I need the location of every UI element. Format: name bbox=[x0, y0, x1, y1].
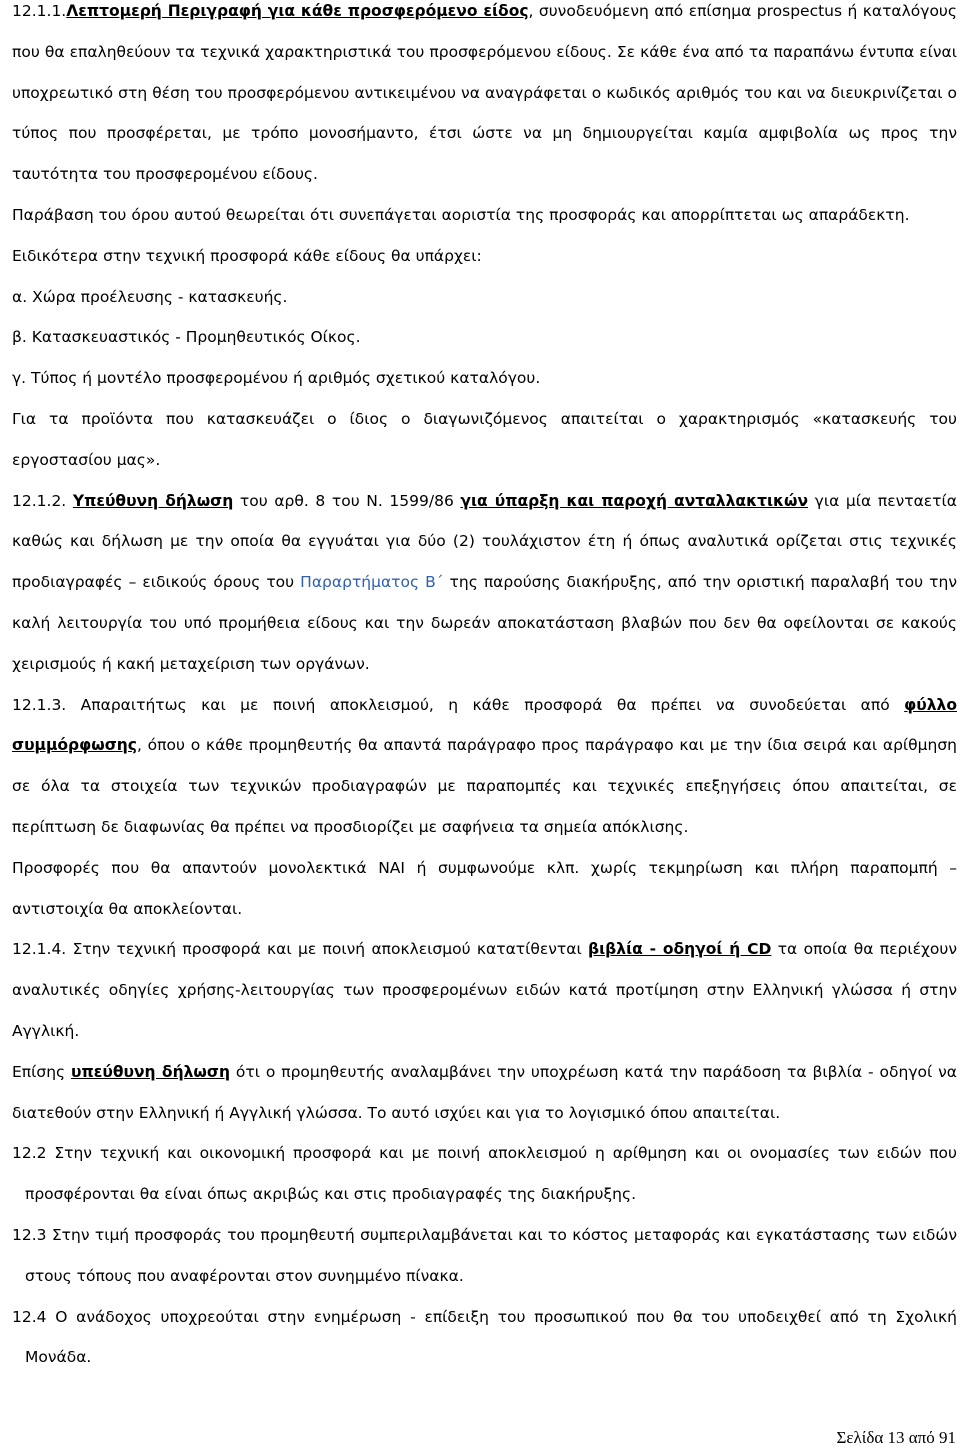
annex-b-link[interactable]: Παραρτήματος Β΄ bbox=[300, 573, 444, 592]
paragraph-text: , συνοδευόμενη από επίσημα prospectus ή καταλόγους που θα επαληθεύουν τα τεχνικά χαρακτηριστικά του προσφερόμενου είδους. Σε κάθε ένα από τα παραπάνω έντυπα είναι υποχρεωτικό στη θέση του προσφερόμενου αντικειμένου να αναγράφεται ο κωδικός αριθμός του και να διευκρινίζεται ο τύπος που προσφέρεται, με τρόπο μονοσήμαντο, έτσι ώστε να μη δημιουργείται καμία αμφιβολία ως προς την ταυτότητα του προσφερομένου είδους. bbox=[12, 2, 957, 184]
para-specifically bbox=[12, 236, 957, 277]
list-item-c bbox=[12, 358, 957, 399]
emphasis-text: Λεπτομερή Περιγραφή για κάθε προσφερόμενο είδος bbox=[66, 2, 529, 20]
emphasis-text: υπεύθυνη δήλωση bbox=[71, 1062, 230, 1081]
para-12-1-4 bbox=[12, 929, 957, 1051]
emphasis-text: Υπεύθυνη δήλωση bbox=[72, 491, 234, 510]
paragraph-text: 12.1.2. bbox=[12, 491, 73, 510]
paragraph-text: β. Κατασκευαστικός - Προμηθευτικός Οίκος. bbox=[12, 328, 361, 347]
paragraph-text: Παράβαση του όρου αυτού θεωρείται ότι συνεπάγεται αοριστία της προσφοράς και απορρίπτεται ως απαράδεκτη. bbox=[12, 205, 910, 224]
para-violation bbox=[12, 195, 957, 236]
para-12-1-1 bbox=[12, 0, 957, 195]
paragraph-text: Προσφορές που θα απαντούν μονολεκτικά ΝΑΙ ή συμφωνούμε κλπ. χωρίς τεκμηρίωση και πλήρη παραπομπή – αντιστοιχία θα αποκλείονται. bbox=[12, 858, 957, 918]
paragraph-text: 12.2 Στην τεχνική και οικονομική προσφορά και με ποινή αποκλεισμού η αρίθμηση και οι ονομασίες των ειδών που προσφέρονται θα είναι όπως ακριβώς και στις προδιαγραφές της διακήρυξης. bbox=[12, 1144, 957, 1204]
para-12-1-2 bbox=[12, 481, 957, 685]
page-number: Σελίδα 13 από 91 bbox=[836, 1428, 956, 1447]
para-12-1-3 bbox=[12, 685, 957, 848]
paragraph-text: α. Χώρα προέλευσης - κατασκευής. bbox=[12, 287, 288, 306]
paragraph-text: Επίσης bbox=[12, 1062, 72, 1081]
emphasis-text: φύλλο συμμόρφωσης bbox=[12, 695, 957, 755]
paragraph-text: , όπου ο κάθε προμηθευτής θα απαντά παράγραφο προς παράγραφο και με την ίδια σειρά και αρίθμηση σε όλα τα στοιχεία των τεχνικών προδιαγραφών με παραπομπές και τεχνικές επεξηγήσεις όπου απαιτείται, σε περίπτωση δε διαφωνίας θα πρέπει να προσδιορίζει με σαφήνεια τα σημεία απόκλισης. bbox=[12, 736, 957, 836]
paragraph-text: τα οποία θα περιέχουν αναλυτικές οδηγίες χρήσης-λειτουργίας των προσφερομένων ειδών κατά προτίμηση στην Ελληνική γλώσσα ή στην Αγγλική. bbox=[12, 940, 958, 1040]
paragraph-text: ότι ο προμηθευτής αναλαμβάνει την υποχρέωση κατά την παράδοση τα βιβλία - οδηγοί να διατεθούν στην Ελληνική ή Αγγλική γλώσσα. Το αυτό ισχύει και για το λογισμικό όπου απαιτείται. bbox=[12, 1062, 957, 1122]
paragraph-text: Για τα προϊόντα που κατασκευάζει ο ίδιος ο διαγωνιζόμενος απαιτείται ο χαρακτηρισμός «κατασκευής του εργοστασίου μας». bbox=[12, 409, 957, 469]
document-body bbox=[12, 0, 957, 1378]
paragraph-text: του αρθ. 8 του Ν. 1599/86 bbox=[233, 491, 461, 510]
para-12-3 bbox=[12, 1215, 957, 1297]
paragraph-text: Ειδικότερα στην τεχνική προσφορά κάθε είδους θα υπάρχει: bbox=[12, 246, 482, 265]
list-item-b bbox=[12, 317, 957, 358]
paragraph-text: 12.1.4. Στην τεχνική προσφορά και με ποινή αποκλεισμού κατατίθενται bbox=[12, 940, 589, 959]
list-item-a bbox=[12, 277, 957, 318]
paragraph-text: 12.4 Ο ανάδοχος υποχρεούται στην ενημέρωση - επίδειξη του προσωπικού που θα του υποδειχθεί από τη Σχολική Μονάδα. bbox=[12, 1307, 957, 1367]
paragraph-text: της παρούσης διακήρυξης, από την οριστική παραλαβή του την καλή λειτουργία του υπό προμήθεια είδους και την δωρεάν αποκατάσταση βλαβών που δεν θα οφείλονται σε κακούς χειρισμούς ή κακή μεταχείριση των οργάνων. bbox=[12, 573, 957, 673]
paragraph-text: 12.3 Στην τιμή προσφοράς του προμηθευτή συμπεριλαμβάνεται και το κόστος μεταφοράς και εγκατάστασης των ειδών στους τόπους που αναφέρονται στον συνημμένο πίνακα. bbox=[12, 1225, 957, 1285]
para-12-2 bbox=[12, 1133, 957, 1215]
para-own-products bbox=[12, 399, 957, 481]
para-12-4 bbox=[12, 1297, 957, 1379]
paragraph-text: 12.1.1. bbox=[12, 2, 67, 20]
paragraph-text: 12.1.3. Απαραιτήτως και με ποινή αποκλεισμού, η κάθε προσφορά θα πρέπει να συνοδεύεται από bbox=[12, 695, 905, 714]
emphasis-text: βιβλία - οδηγοί ή CD bbox=[588, 940, 772, 959]
para-also-declaration bbox=[12, 1052, 957, 1134]
emphasis-text: για ύπαρξη και παροχή ανταλλακτικών bbox=[460, 491, 809, 510]
paragraph-text: για μία πενταετία καθώς και δήλωση με την οποία θα εγγυάται για δύο (2) τουλάχιστον έτη ή όπως αναλυτικά ορίζεται στις τεχνικές προδιαγραφές – ειδικούς όρους του bbox=[12, 491, 957, 592]
para-yes-answers bbox=[12, 848, 957, 930]
paragraph-text: γ. Τύπος ή μοντέλο προσφερομένου ή αριθμός σχετικού καταλόγου. bbox=[12, 369, 541, 388]
